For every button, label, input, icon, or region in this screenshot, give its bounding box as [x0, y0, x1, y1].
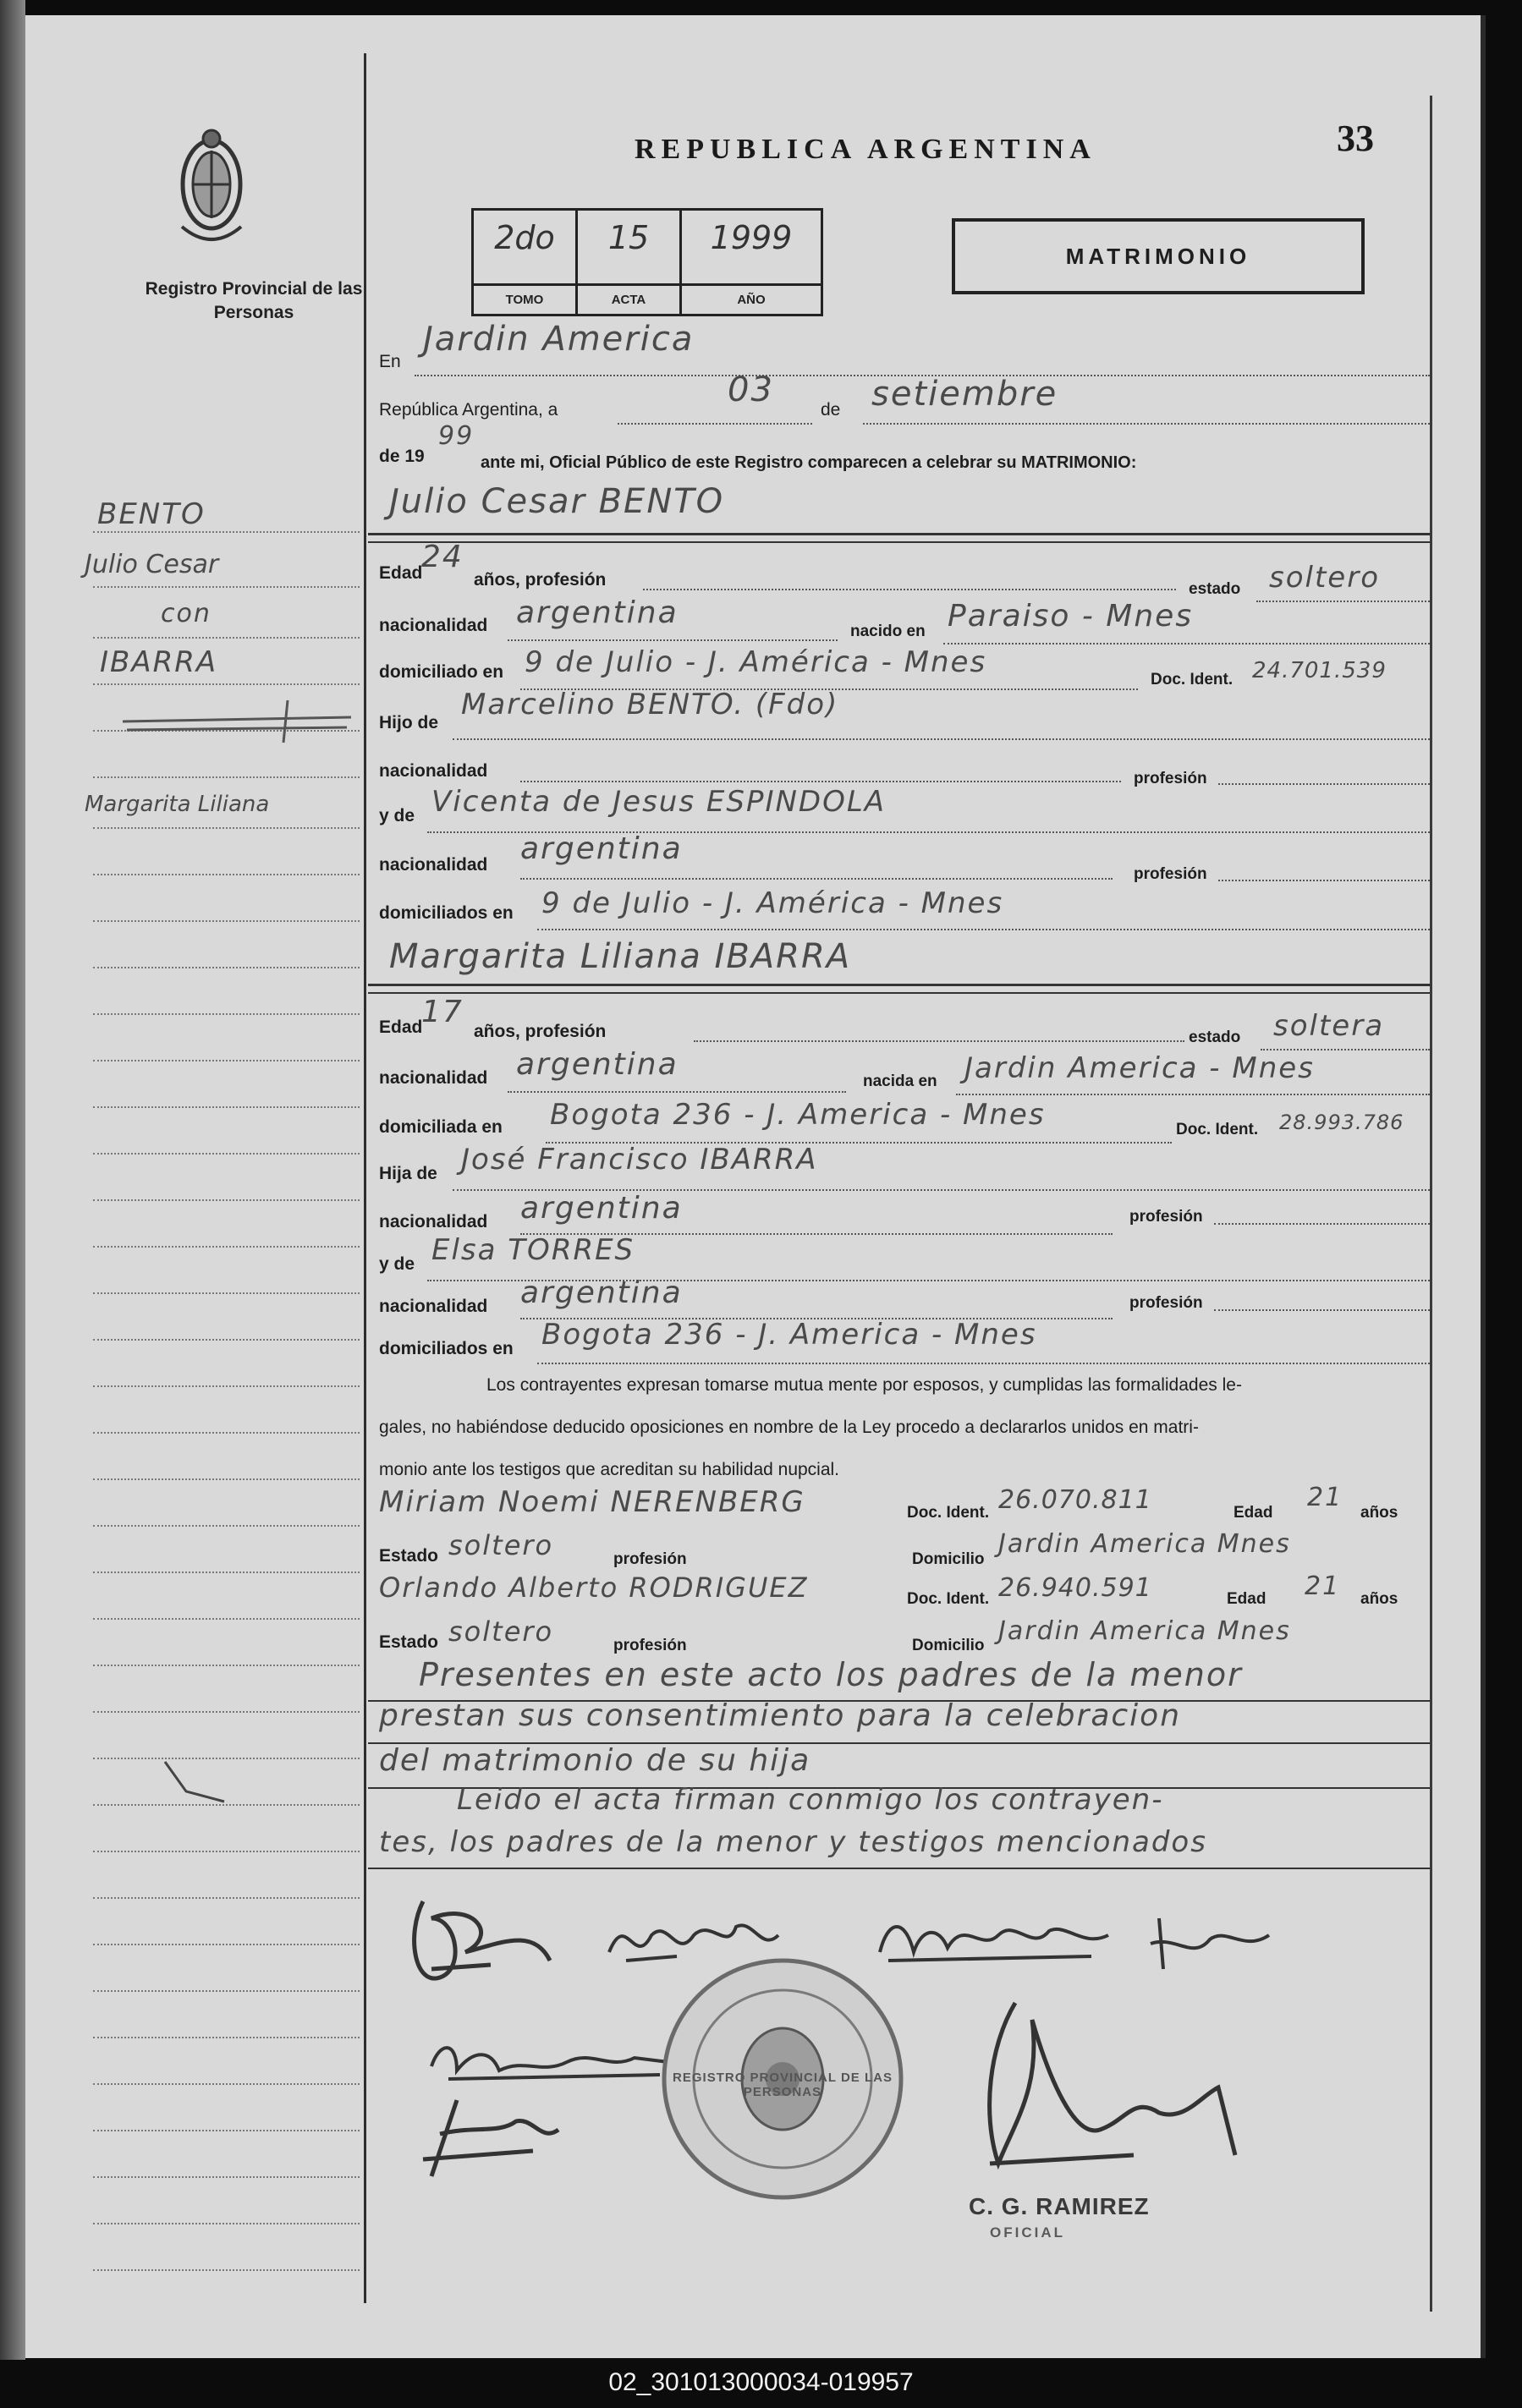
bride-estado: soltera	[1273, 1009, 1385, 1043]
signature-official	[964, 1994, 1244, 2189]
bride-doc-label: Doc. Ident.	[1176, 1121, 1259, 1138]
witness-2-estado: soltero	[448, 1615, 554, 1648]
groom-anos-profesion-label: años, profesión	[474, 570, 607, 590]
margin-rule	[93, 2269, 360, 2271]
groom-father: Marcelino BENTO. (Fdo)	[461, 688, 839, 721]
margin-rule	[93, 1199, 360, 1201]
bride-birthplace: Jardin America - Mnes	[964, 1051, 1315, 1085]
bride-mother-nat-label: nacionalidad	[379, 1297, 488, 1316]
margin-rule	[93, 2223, 360, 2224]
witness-1-estado: soltero	[448, 1529, 554, 1561]
bride-address: Bogota 236 - J. America - Mnes	[550, 1098, 1046, 1132]
groom-parents-addr-label: domiciliados en	[379, 903, 514, 923]
groom-father-label: Hijo de	[379, 713, 439, 732]
bride-parents-addr-label: domiciliados en	[379, 1339, 514, 1358]
signature-mother	[415, 2092, 567, 2185]
witness-2-doc: 26.940.591	[998, 1573, 1152, 1603]
scan-id-footer: 02_301013000034-019957	[608, 2368, 914, 2396]
margin-rule	[93, 637, 360, 639]
groom-address: 9 de Julio - J. América - Mnes	[525, 645, 987, 679]
ano-value: 1999	[710, 219, 793, 256]
bride-name-rule-2	[368, 992, 1430, 994]
year-suffix: 99	[438, 421, 475, 451]
margin-given-names: Julio Cesar	[85, 550, 219, 579]
witness-1-name: Miriam Noemi NERENBERG	[379, 1485, 805, 1519]
bride-nationality-line	[508, 1091, 846, 1093]
witness-1-doc-label: Doc. Ident.	[907, 1504, 990, 1522]
groom-doc-label: Doc. Ident.	[1151, 671, 1234, 688]
witness-2-domicilio: Jardin America Mnes	[998, 1616, 1291, 1646]
margin-rule	[93, 1851, 360, 1852]
witness-2-age: 21	[1305, 1572, 1341, 1601]
groom-mother-nat-line	[520, 878, 1113, 880]
groom-name-rule	[368, 533, 1430, 535]
margin-rule	[93, 531, 360, 533]
witness-2-prof-label: profesión	[613, 1637, 687, 1654]
bride-father: José Francisco IBARRA	[461, 1143, 818, 1177]
margin-rule	[93, 1060, 360, 1061]
groom-edad-label: Edad	[379, 563, 423, 583]
signature-groom	[398, 1884, 567, 1994]
witness-2-domicilio-label: Domicilio	[912, 1637, 985, 1654]
bride-estado-label: estado	[1189, 1028, 1241, 1046]
witness-1-estado-label: Estado	[379, 1546, 439, 1566]
witness-1-domicilio: Jardin America Mnes	[998, 1529, 1291, 1559]
bride-birthplace-line	[956, 1094, 1430, 1095]
bride-nationality: argentina	[516, 1047, 679, 1082]
witness-1-age-label: Edad	[1234, 1504, 1273, 1522]
bride-age: 17	[421, 995, 464, 1029]
official-stamp-subtext: OFICIAL	[990, 2224, 1065, 2241]
witness-2-name: Orlando Alberto RODRIGUEZ	[379, 1572, 809, 1604]
reference-table	[471, 208, 823, 316]
bride-mother: Elsa TORRES	[431, 1233, 635, 1267]
groom-nationality: argentina	[516, 595, 679, 630]
bride-mother-prof-label: profesión	[1129, 1294, 1203, 1312]
bride-anos-profesion-label: años, profesión	[474, 1022, 607, 1041]
bride-father-prof-line	[1214, 1223, 1430, 1225]
official-stamp-text: C. G. RAMIREZ	[969, 2193, 1150, 2219]
witness-1-domicilio-label: Domicilio	[912, 1550, 985, 1568]
margin-connector: con	[161, 599, 212, 628]
bride-profesion-line	[694, 1040, 1184, 1042]
margin-rule	[93, 2130, 360, 2131]
year-prefix: de 19	[379, 447, 425, 466]
signature-witness-2	[1142, 1910, 1277, 1977]
intro-statement: ante mi, Oficial Público de este Registro comparecen a celebrar su MATRIMONIO:	[481, 453, 1137, 472]
margin-rule	[93, 683, 360, 685]
folio-number: 33	[1337, 118, 1374, 159]
document-title: REPUBLICA ARGENTINA	[635, 134, 1096, 165]
margin-rule	[93, 1339, 360, 1341]
groom-mother-prof-line	[1218, 880, 1430, 881]
bride-mother-prof-line	[1214, 1309, 1430, 1311]
tomo-value: 2do	[494, 219, 555, 256]
witness-1-anos-label: años	[1360, 1504, 1398, 1522]
registry-seal-lettering: REGISTRO PROVINCIAL DE LAS PERSONAS	[673, 2071, 893, 2099]
groom-father-prof-line	[1218, 783, 1430, 785]
groom-father-line	[453, 738, 1430, 740]
bride-name-rule	[368, 984, 1430, 986]
bride-parents-address: Bogota 236 - J. America - Mnes	[541, 1318, 1037, 1352]
bride-father-nationality: argentina	[520, 1191, 683, 1226]
margin-rule	[93, 1944, 360, 1945]
margin-rule	[93, 1618, 360, 1620]
margin-rule	[93, 586, 360, 588]
margin-tick-mark	[161, 1758, 228, 1808]
groom-nationality-line	[508, 639, 838, 641]
bride-nacionalidad-label: nacionalidad	[379, 1068, 488, 1088]
margin-rule	[93, 1106, 360, 1108]
bride-mother-nationality: argentina	[520, 1275, 683, 1310]
margin-rule	[93, 1432, 360, 1434]
groom-mother-nationality: argentina	[520, 831, 683, 866]
margin-rule	[93, 1572, 360, 1573]
groom-profesion-line	[643, 589, 1176, 590]
margin-rule	[93, 1897, 360, 1899]
margin-rule	[93, 874, 360, 875]
groom-father-nat-line	[520, 781, 1121, 782]
acta-cell	[578, 211, 682, 314]
groom-father-prof-label: profesión	[1134, 770, 1207, 787]
en-label: En	[379, 352, 401, 371]
groom-name: Julio Cesar BENTO	[389, 482, 725, 521]
groom-name-rule-2	[368, 541, 1430, 543]
margin-rule	[93, 967, 360, 968]
groom-parents-address: 9 de Julio - J. América - Mnes	[541, 886, 1004, 920]
margin-rule	[93, 2037, 360, 2038]
month-line	[863, 423, 1430, 425]
margin-rule	[93, 2083, 360, 2085]
note-line-3: del matrimonio de su hija	[379, 1743, 811, 1778]
groom-birthplace: Paraiso - Mnes	[948, 599, 1194, 634]
document-page	[25, 15, 1486, 2358]
margin-strikeout	[118, 692, 355, 751]
record-type-box: MATRIMONIO	[952, 218, 1365, 294]
witness-2-doc-label: Doc. Ident.	[907, 1590, 990, 1608]
declaration-line-2: gales, no habiéndose deducido oposiciones en nombre de la Ley procedo a declararlos unidos en matri-	[379, 1418, 1199, 1437]
bride-parents-addr-line	[537, 1363, 1430, 1364]
margin-rule	[93, 1525, 360, 1527]
groom-nacido-label: nacido en	[850, 623, 926, 640]
witness-1-prof-label: profesión	[613, 1550, 687, 1568]
de-label: de	[821, 400, 841, 420]
bride-estado-line	[1261, 1049, 1430, 1050]
margin-rule	[93, 1665, 360, 1666]
ano-label: AÑO	[682, 283, 821, 315]
witness-2-age-label: Edad	[1227, 1590, 1267, 1608]
bride-doc: 28.993.786	[1279, 1111, 1404, 1134]
witness-1-doc: 26.070.811	[998, 1485, 1152, 1515]
margin-bride-given-names: Margarita Liliana	[85, 792, 270, 817]
right-border-line	[1430, 96, 1432, 2312]
margin-rule	[93, 1478, 360, 1480]
acta-value: 15	[607, 219, 650, 256]
groom-doc: 24.701.539	[1252, 658, 1387, 683]
witness-2-anos-label: años	[1360, 1590, 1398, 1608]
bride-father-nat-label: nacionalidad	[379, 1212, 488, 1231]
declaration-line-1: Los contrayentes expresan tomarse mutua mente por esposos, y cumplidas las formalidades le-	[486, 1375, 1242, 1395]
tomo-cell	[474, 211, 578, 314]
note-line-4: Leido el acta firman conmigo los contrayen-	[457, 1783, 1164, 1817]
margin-rule	[93, 776, 360, 778]
bride-domicilio-label: domiciliada en	[379, 1117, 503, 1137]
groom-estado-line	[1256, 601, 1430, 602]
margin-rule	[93, 1246, 360, 1248]
day: 03	[728, 370, 774, 409]
bride-edad-label: Edad	[379, 1018, 423, 1037]
note-line-2: prestan sus consentimiento para la celebracion	[379, 1698, 1182, 1733]
margin-rule	[93, 1385, 360, 1387]
margin-bride-surname: IBARRA	[100, 645, 218, 679]
groom-mother-nat-label: nacionalidad	[379, 855, 488, 875]
bride-nacida-label: nacida en	[863, 1072, 937, 1090]
groom-mother: Vicenta de Jesus ESPINDOLA	[431, 785, 887, 819]
registry-name: Registro Provincial de las Personas	[145, 279, 363, 322]
month: setiembre	[871, 375, 1058, 414]
note-line-1: Presentes en este acto los padres de la menor	[419, 1656, 1243, 1693]
groom-age: 24	[421, 540, 464, 574]
day-line	[618, 423, 812, 425]
note-rule-5	[368, 1868, 1430, 1869]
groom-estado-label: estado	[1189, 580, 1241, 598]
groom-birthplace-line	[943, 643, 1430, 645]
bride-mother-label: y de	[379, 1254, 415, 1274]
groom-father-nat-label: nacionalidad	[379, 761, 488, 781]
groom-mother-prof-label: profesión	[1134, 865, 1207, 883]
margin-rule	[93, 1153, 360, 1155]
groom-nacionalidad-label: nacionalidad	[379, 616, 488, 635]
witness-2-estado-label: Estado	[379, 1632, 439, 1652]
place: Jardin America	[423, 320, 695, 359]
bride-father-prof-label: profesión	[1129, 1208, 1203, 1226]
ano-cell	[682, 211, 821, 314]
note-line-5: tes, los padres de la menor y testigos mencionados	[379, 1825, 1207, 1859]
bride-father-label: Hija de	[379, 1164, 437, 1183]
groom-parents-addr-line	[537, 929, 1430, 930]
witness-1-age: 21	[1307, 1483, 1343, 1512]
tomo-label: TOMO	[474, 283, 575, 315]
book-spine-edge	[0, 0, 25, 2360]
declaration-line-3: monio ante los testigos que acreditan su habilidad nupcial.	[379, 1460, 840, 1479]
margin-surname: BENTO	[97, 497, 206, 531]
margin-divider	[364, 53, 366, 2303]
groom-mother-label: y de	[379, 806, 415, 826]
margin-rule	[93, 1990, 360, 1992]
bride-name: Margarita Liliana IBARRA	[389, 937, 852, 976]
acta-label: ACTA	[578, 283, 679, 315]
republica-label: República Argentina, a	[379, 400, 558, 420]
margin-rule	[93, 1711, 360, 1713]
margin-rule	[93, 920, 360, 922]
margin-rule	[93, 1013, 360, 1015]
margin-rule	[93, 827, 360, 829]
margin-rule	[93, 2176, 360, 2178]
signature-father	[423, 2024, 677, 2092]
margin-rule	[93, 1292, 360, 1294]
groom-estado: soltero	[1269, 561, 1380, 595]
groom-domicilio-label: domiciliado en	[379, 662, 504, 682]
coat-of-arms-emblem	[173, 125, 250, 252]
